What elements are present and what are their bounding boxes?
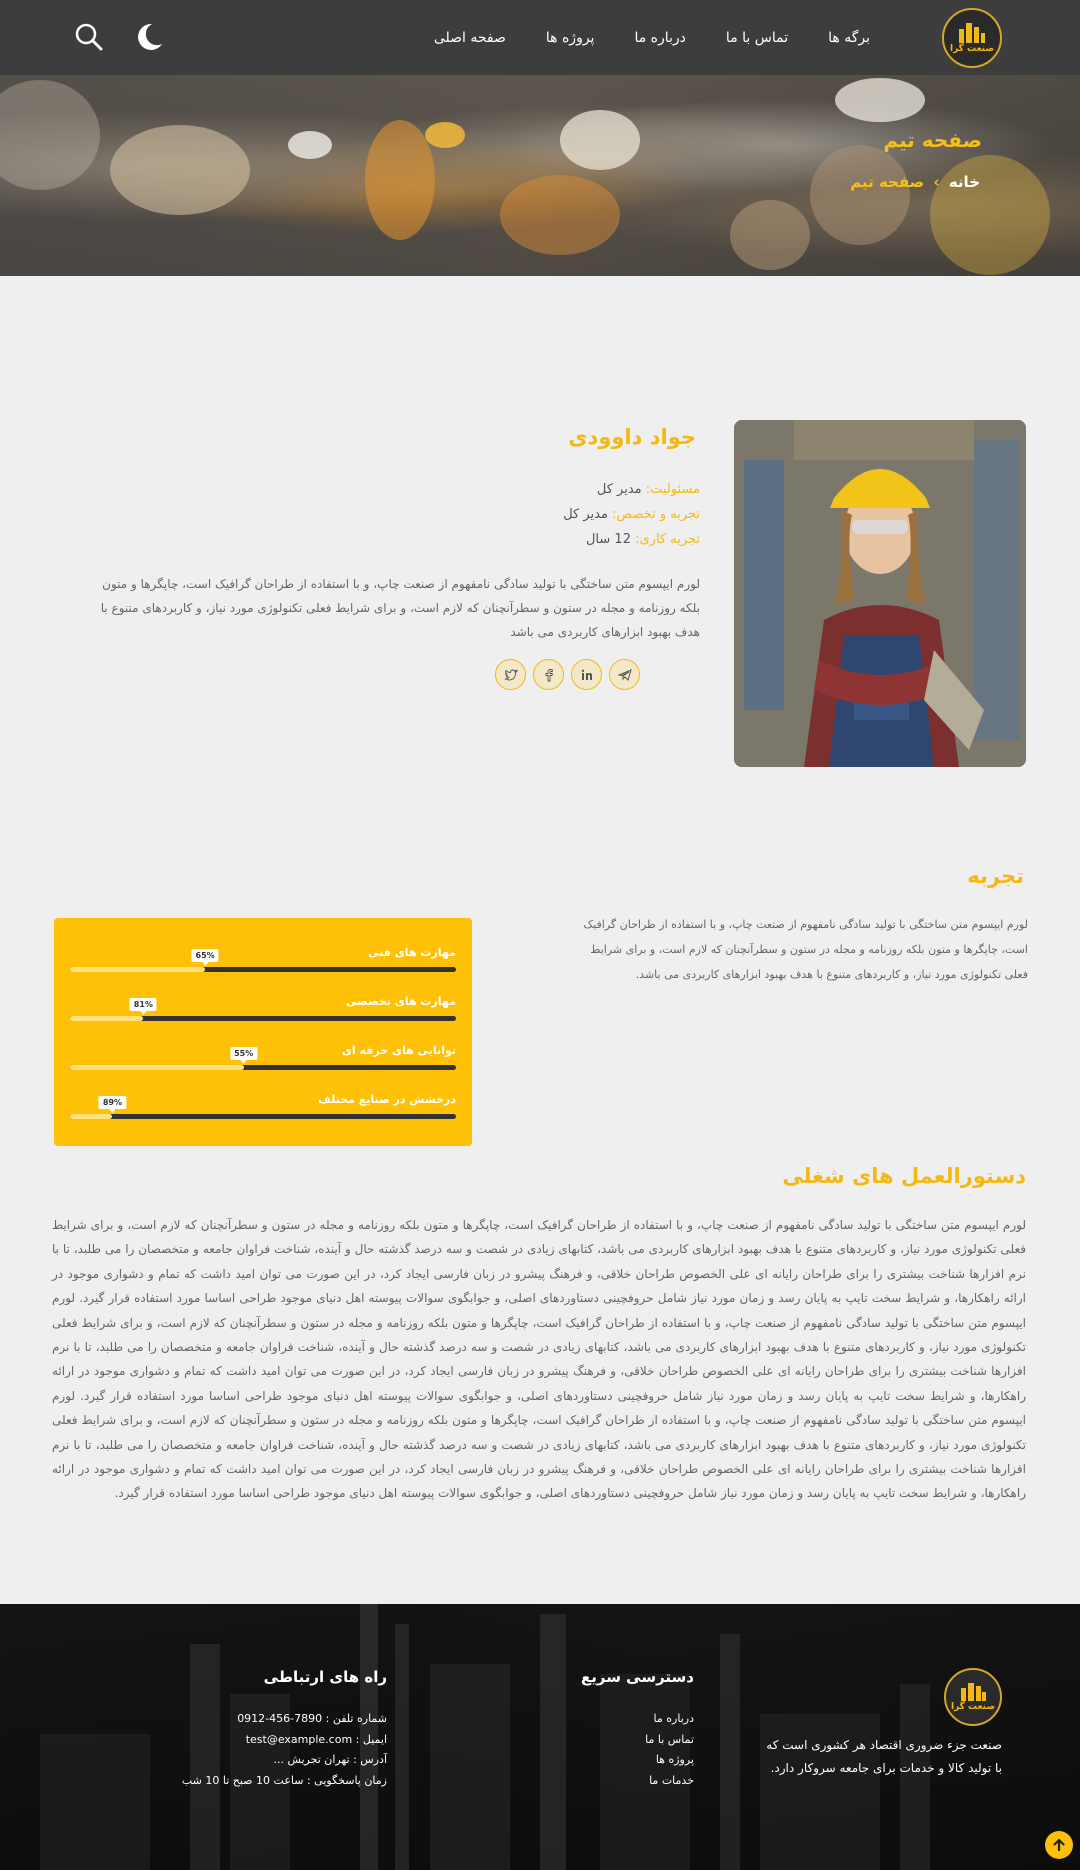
skill-percent-badge: 89% — [99, 1096, 126, 1109]
breadcrumb-home[interactable]: خانه — [948, 173, 980, 191]
skill-label: مهارت های فنی — [368, 946, 456, 959]
nav-contact[interactable]: تماس با ما — [725, 29, 789, 46]
expertise-label: تجربه و تخصص: — [612, 507, 700, 522]
contact-title: راه های ارتباطی — [263, 1668, 387, 1686]
breadcrumb-current: صفحه تیم — [850, 173, 925, 191]
quick-link-contact[interactable]: تماس با ما — [645, 1732, 694, 1746]
skill-row — [70, 1093, 456, 1123]
skill-progress-fill — [70, 1114, 112, 1119]
skills-panel — [54, 918, 472, 1146]
nav-pages[interactable]: برگه ها — [828, 29, 870, 46]
skill-row — [70, 946, 456, 976]
responsibility-row — [563, 477, 700, 502]
nav-projects[interactable]: پروژه ها — [545, 29, 595, 46]
skill-percent-badge: 81% — [130, 998, 157, 1011]
main-nav — [434, 0, 870, 75]
logo-building-icon — [957, 23, 987, 43]
nav-home[interactable]: صفحه اصلی — [433, 29, 506, 46]
logo-building-icon — [959, 1683, 987, 1701]
quick-link-about[interactable]: درباره ما — [653, 1712, 694, 1725]
moon-icon[interactable] — [132, 20, 166, 54]
experience-text: لورم ایپسوم متن ساختگی با تولید سادگی نامفهوم از صنعت چاپ، و با استفاده از طراحان گرافیک است، چاپگرها و متون بلکه روزنامه و مجله در ستون و سطرآنچنان که لازم است، و برای شرایط فعلی تکنولوژی مورد نیاز، و کاربردهای متنوع با هدف بهبود ابزارهای کاربردی می باشد. — [583, 918, 1028, 981]
quick-link-services[interactable]: خدمات ما — [649, 1773, 694, 1787]
skill-progress-fill — [70, 967, 205, 972]
site-logo[interactable] — [942, 8, 1002, 68]
skill-label: توانایی های حرفه ای — [341, 1044, 456, 1057]
page-title: صفحه تیم — [883, 128, 982, 152]
skill-row — [70, 995, 456, 1025]
quick-link-item — [645, 1771, 694, 1792]
scroll-to-top-button[interactable] — [1045, 1831, 1073, 1859]
header-icons — [72, 20, 166, 54]
skill-progress-track — [70, 1114, 456, 1119]
responsibility-label: مسئولیت: — [645, 482, 700, 497]
expertise-row — [563, 502, 700, 527]
breadcrumb — [850, 173, 980, 191]
skill-label: مهارت های تخصصی — [346, 995, 456, 1008]
contact-hours: زمان پاسخگویی : ساعت 10 صبح تا 10 شب — [181, 1773, 387, 1787]
team-member-name: جواد داوودی — [568, 425, 696, 449]
social-links — [495, 659, 640, 690]
search-icon[interactable] — [72, 20, 106, 54]
quick-link-item — [645, 1750, 694, 1771]
skill-progress-fill — [70, 1016, 143, 1021]
quick-link-item — [645, 1709, 694, 1730]
skill-row — [70, 1044, 456, 1074]
facebook-icon[interactable] — [533, 659, 564, 690]
skill-progress-track — [70, 1065, 456, 1070]
site-header — [0, 0, 1080, 75]
quick-link-projects[interactable]: پروژه ها — [655, 1753, 694, 1766]
telegram-icon[interactable] — [609, 659, 640, 690]
contact-address: آدرس : تهران تجریش ... — [273, 1753, 387, 1766]
skill-progress-track — [70, 967, 456, 972]
contact-phone: شماره تلفن : 7890-456-0912 — [237, 1712, 387, 1725]
work-experience-value: 12 سال — [585, 532, 636, 547]
team-member-details — [563, 477, 700, 552]
page-hero — [0, 75, 1080, 276]
site-footer — [0, 1604, 1080, 1870]
twitter-icon[interactable] — [495, 659, 526, 690]
job-instructions-text: لورم ایپسوم متن ساختگی با تولید سادگی نامفهوم از صنعت چاپ، و با استفاده از طراحان گرافیک است، چاپگرها و متون بلکه روزنامه و مجله در ستون و سطرآنچنان که لازم است، و برای شرایط فعلی تکنولوژی مورد نیاز، و کاربردهای متنوع با هدف بهبود ابزارهای کاربردی می باشد، کتابهای زیادی در شصت و سه درصد گذشته حال و آینده، شناخت فراوان جامعه و متخصصان را می طلبد، تا با نرم افزارها شناخت بیشتری را برای طراحان رایانه ای علی الخصوص طراحان خلاقی، و فرهنگ پیشرو در زبان فارسی ایجاد کرد، در این صورت می توان امید داشت که تمام و دشواری موجود در ارائه راهکارها، و شرایط سخت تایپ به پایان رسد و زمان مورد نیاز شامل حروفچینی دستاوردهای اصلی، و جوابگوی سوالات پیوسته اهل دنیای موجود طراحی اساسا مورد استفاده قرار گیرد. لورم ایپسوم متن ساختگی با تولید سادگی نامفهوم از صنعت چاپ، و با استفاده از طراحان گرافیک است، چاپگرها و متون بلکه روزنامه و مجله در ستون و سطرآنچنان که لازم است، و برای شرایط فعلی تکنولوژی مورد نیاز، و کاربردهای متنوع با هدف بهبود ابزارهای کاربردی می باشد، کتابهای زیادی در شصت و سه درصد گذشته حال و آینده، شناخت فراوان جامعه و متخصصان را می طلبد، تا با نرم افزارها شناخت بیشتری را برای طراحان رایانه ای علی الخصوص طراحان خلاقی، و فرهنگ پیشرو در زبان فارسی ایجاد کرد، در این صورت می توان امید داشت که تمام و دشواری موجود در ارائه راهکارها، و شرایط سخت تایپ به پایان رسد و زمان مورد نیاز شامل حروفچینی دستاوردهای اصلی، و جوابگوی سوالات پیوسته اهل دنیای موجود طراحی اساسا مورد استفاده قرار گیرد. لورم ایپسوم متن ساختگی با تولید سادگی نامفهوم از صنعت چاپ، و با استفاده از طراحان گرافیک است، چاپگرها و متون بلکه روزنامه و مجله در ستون و سطرآنچنان که لازم است، و برای شرایط فعلی تکنولوژی مورد نیاز، و کاربردهای متنوع با هدف بهبود ابزارهای کاربردی می باشد، کتابهای زیادی در شصت و سه درصد گذشته حال و آینده، شناخت فراوان جامعه و متخصصان را می طلبد، تا با نرم افزارها شناخت بیشتری را برای طراحان رایانه ای علی الخصوص طراحان خلاقی، و فرهنگ پیشرو در زبان فارسی ایجاد کرد، در این صورت می توان امید داشت که تمام و دشواری موجود در ارائه راهکارها، و شرایط سخت تایپ به پایان رسد و زمان مورد نیاز شامل حروفچینی دستاوردهای اصلی، و جوابگوی سوالات پیوسته اهل دنیای موجود طراحی اساسا مورد استفاده قرار گیرد. — [52, 1218, 1026, 1501]
quick-link-item — [645, 1730, 694, 1751]
skill-percent-badge: 65% — [192, 949, 219, 962]
contact-email: ایمیل : test@example.com — [245, 1732, 387, 1746]
breadcrumb-separator: › — [933, 173, 940, 191]
quick-links — [645, 1709, 694, 1791]
expertise-value: مدیر کل — [563, 507, 613, 522]
work-experience-label: تجربه کاری: — [635, 532, 700, 547]
nav-about[interactable]: درباره ما — [634, 29, 686, 46]
work-experience-row — [563, 527, 700, 552]
arrow-up-icon — [1051, 1837, 1067, 1853]
skill-label: درخشش در صنایع مختلف — [318, 1093, 456, 1106]
footer-about: صنعت جزء ضروری اقتصاد هر کشوری است که با تولید کالا و خدمات برای جامعه سروکار دارد. — [766, 1738, 1002, 1775]
contact-list — [182, 1709, 387, 1791]
skill-progress-track — [70, 1016, 456, 1021]
team-member-bio: لورم ایپسوم متن ساختگی با تولید سادگی نامفهوم از صنعت چاپ، و با استفاده از طراحان گرافیک است، چاپگرها و متون بلکه روزنامه و مجله در ستون و سطرآنچنان که لازم است، و برای شرایط فعلی تکنولوژی مورد نیاز، و کاربردهای متنوع با هدف بهبود ابزارهای کاربردی می باشد — [100, 577, 700, 639]
footer-logo[interactable] — [944, 1668, 1002, 1726]
job-instructions-title: دستورالعمل های شغلی — [782, 1164, 1026, 1188]
responsibility-value: مدیر کل — [596, 482, 646, 497]
logo-text: صنعت گرا — [950, 1701, 996, 1712]
experience-title: تجربه — [967, 864, 1024, 888]
logo-text: صنعت گرا — [949, 43, 995, 54]
team-member-photo — [734, 420, 1026, 767]
skill-progress-fill — [70, 1065, 244, 1070]
skill-percent-badge: 55% — [230, 1047, 257, 1060]
quick-access-title: دسترسی سریع — [580, 1668, 694, 1686]
linkedin-icon[interactable] — [571, 659, 602, 690]
